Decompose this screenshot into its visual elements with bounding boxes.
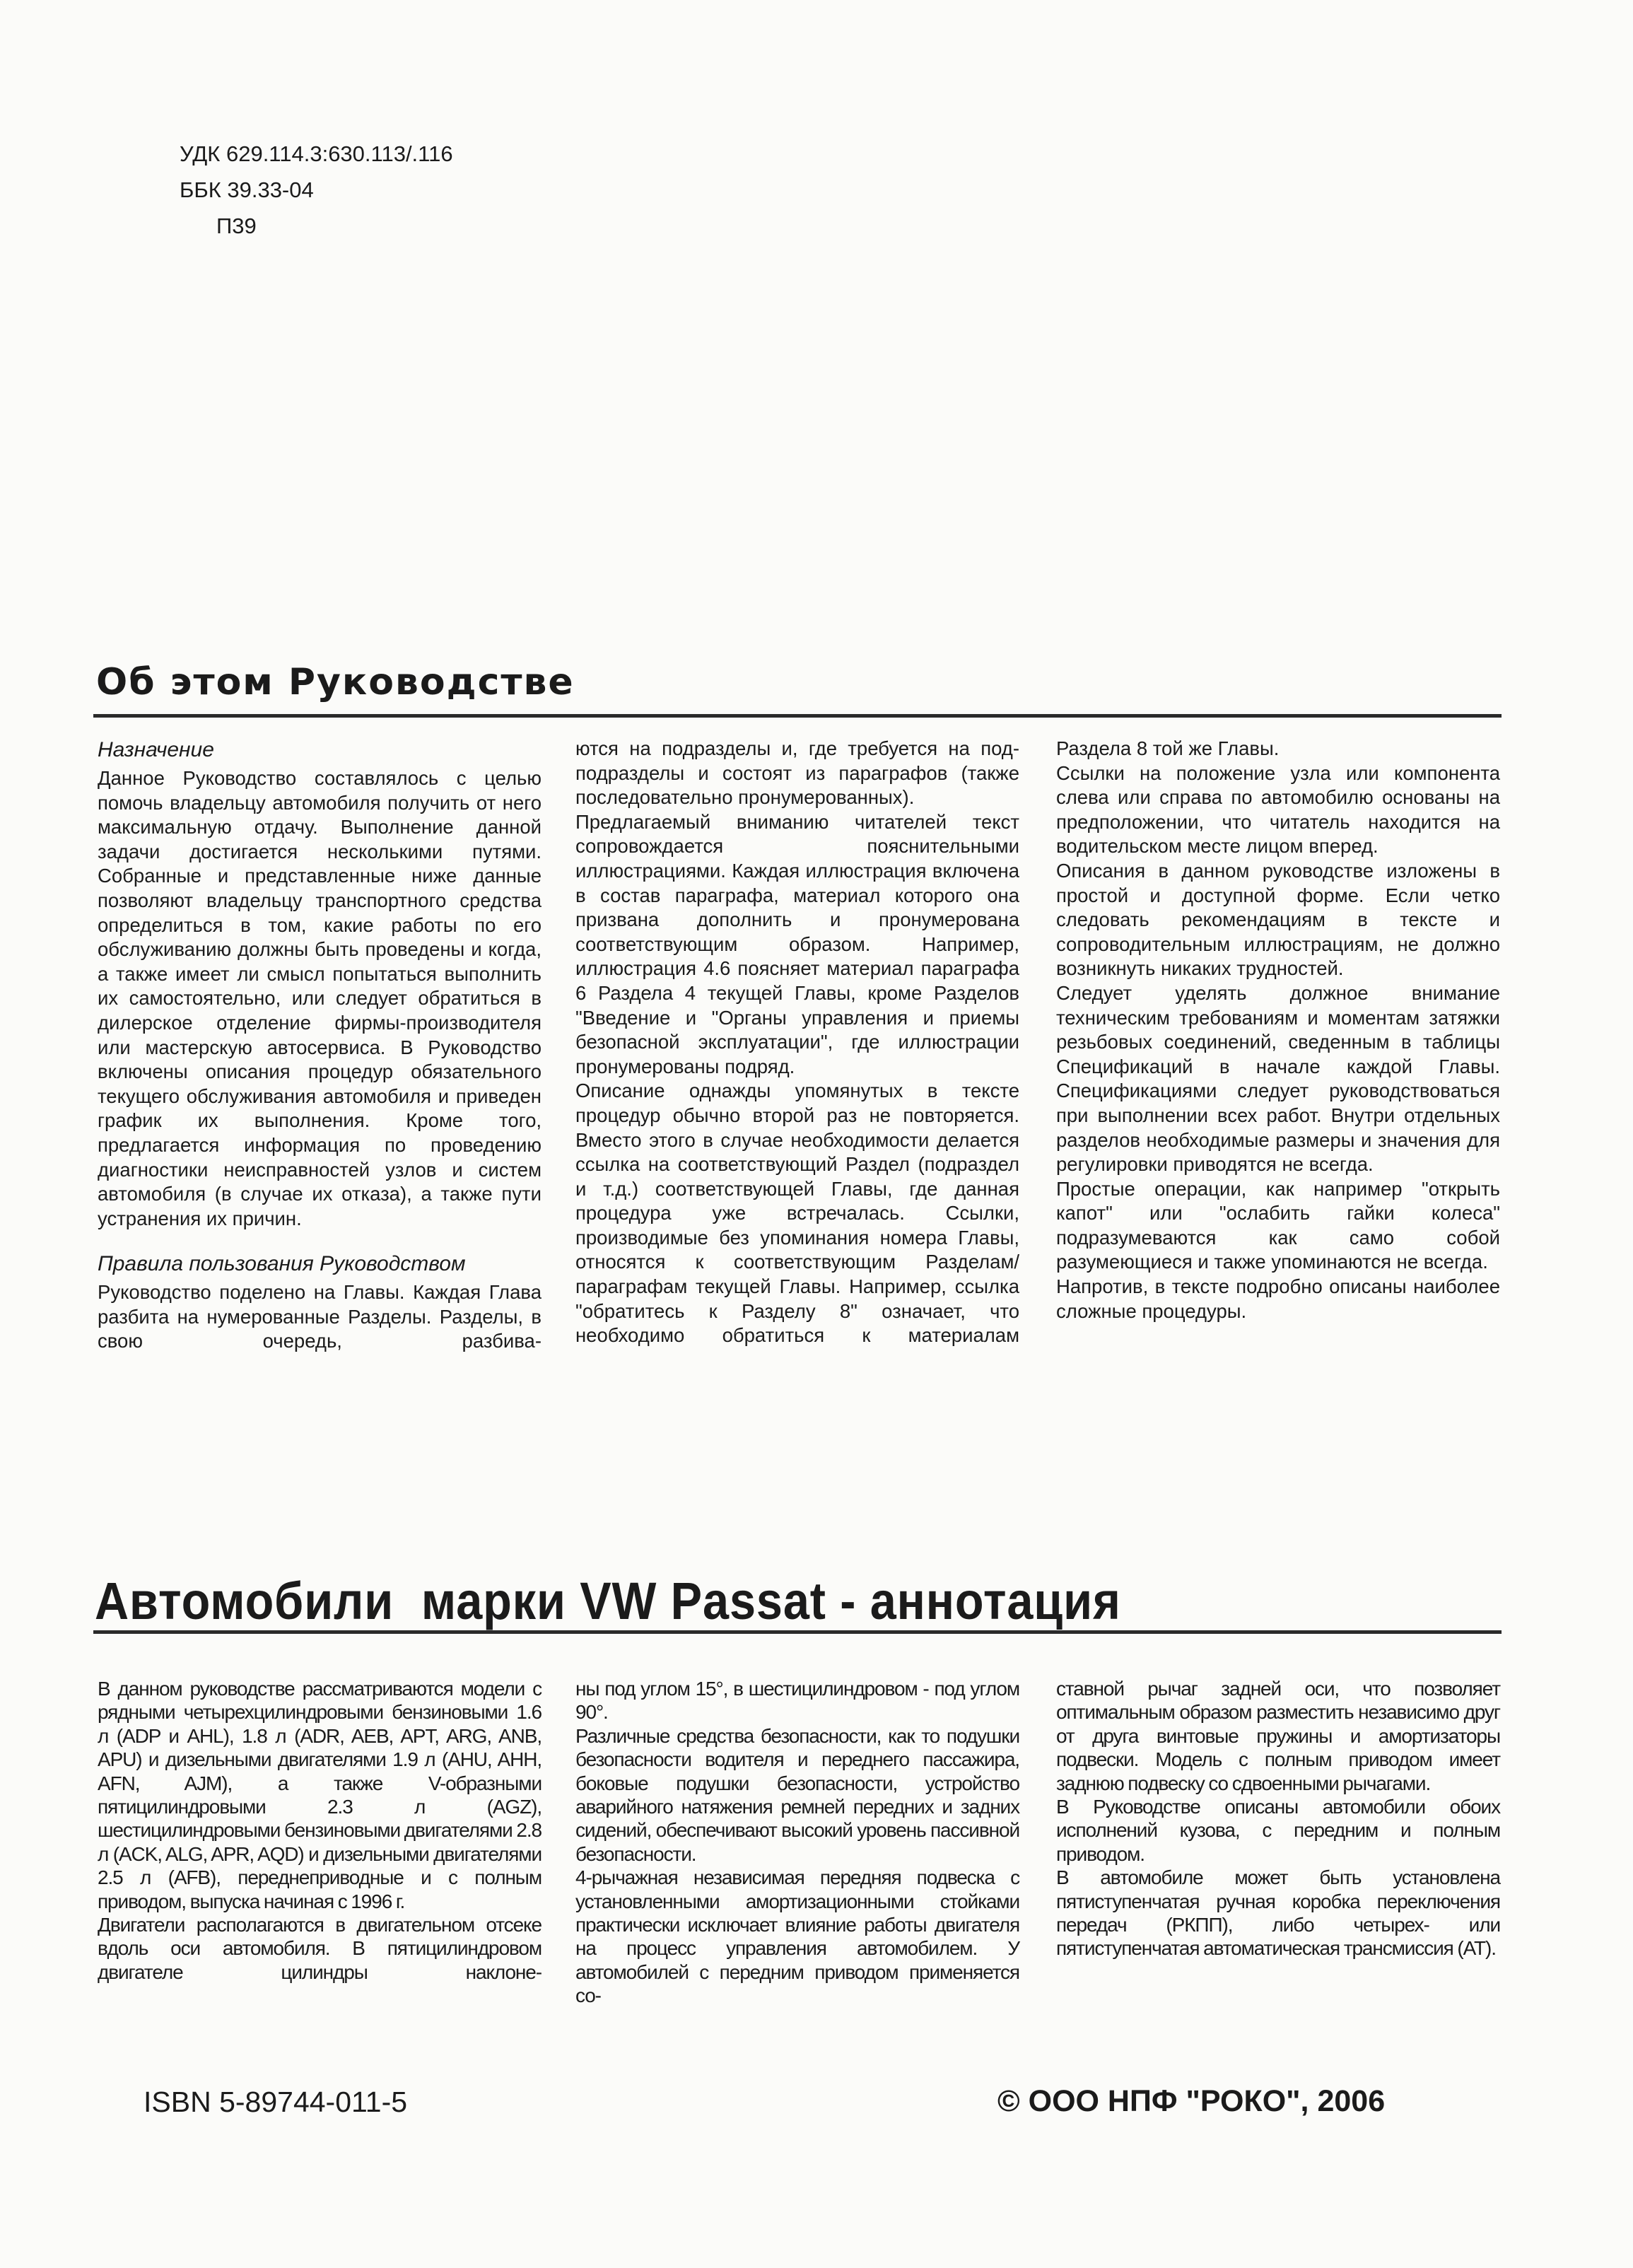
paragraph: Предлагаемый вниманию читателей текст сопровождается пояснительными иллюстрациями. Каждая иллюстрация включена в состав параграфа, материал которого она призвана дополнить и пронумерована соответствующим образом. Например, иллюстрация 4.6 поясняет материал параграфа 6 Раздела 4 текущей Главы, кроме Разделов "Введение и "Органы управления и приемы безопасной эксплуатации", где иллюстрации пронумерованы подряд. <box>575 810 1019 1077</box>
section-divider <box>93 1630 1502 1634</box>
section-divider <box>93 714 1502 718</box>
paragraph: Ссылки на положение узла или компонента слева или справа по автомобилю основаны на предположении, что читатель находится на водительском месте лицом вперед. <box>1056 761 1500 858</box>
subheading-purpose: Назначение <box>98 738 214 761</box>
paragraph: Руководство поделено на Главы. Каждая Глава разбита на нумерованные Разделы. Разделы, в свою очередь, разбива- <box>98 1281 542 1352</box>
classification-codes <box>180 136 453 244</box>
section-title-about: Об этом Руководстве <box>96 661 575 703</box>
paragraph: В автомобиле может быть установлена пятиступенчатая ручная коробка переключения передач (РКПП), либо четырех- или пятиступенчатая автоматическая трансмиссия (АТ). <box>1056 1866 1500 1960</box>
paragraph: Двигатели располагаются в двигательном отсеке вдоль оси автомобиля. В пятицилиндровом двигателе цилиндры наклоне- <box>98 1914 542 1983</box>
paragraph: ются на подразделы и, где требуется на под-подразделы и состоят из параграфов (также последовательно пронумерованных). <box>575 737 1019 809</box>
subheading-usage-rules: Правила пользования Руководством <box>98 1252 466 1276</box>
annotation-column-3 <box>1056 1677 1500 1960</box>
paragraph: ны под углом 15°, в шестицилиндровом - под углом 90°. <box>575 1678 1019 1724</box>
about-column-2 <box>575 737 1019 1348</box>
annotation-column-2 <box>575 1677 1019 2008</box>
paragraph: Описания в данном руководстве изложены в простой и доступной форме. Если четко следовать рекомендациям в тексте и сопроводительным иллюстрациям, не должно возникнуть никаких трудностей. <box>1056 859 1500 980</box>
about-column-3 <box>1056 737 1500 1323</box>
paragraph: В Руководстве описаны автомобили обоих исполнений кузова, с передним и полным приводом. <box>1056 1796 1500 1865</box>
annotation-column-1 <box>98 1677 542 1984</box>
paragraph: Следует уделять должное внимание техническим требованиям и моментам затяжки резьбовых соединений, сведенным в таблицы Спецификаций в начале каждой Главы. Спецификациями следует руководствоваться при выполнении всех работ. Внутри отдельных разделов необходимые размеры и значения для регулировки приводятся не всегда. <box>1056 981 1500 1176</box>
paragraph: Данное Руководство составлялось с целью помочь владельцу автомобиля получить от него максимальную отдачу. Выполнение данной задачи достигается несколькими путями. Собранные и представленные ниже данные позволяют владельцу транспортного средства определиться в том, какие работы по его обслуживанию должны быть проведены и когда, а также имеет ли смысл попытаться выполнить их самостоятельно, или следует обратиться в дилерское отделение фирмы-производителя или мастерскую автосервиса. В Руководство включены описания процедур обязательного текущего обслуживания автомобиля и приведен график их выполнения. Кроме того, предлагается информация по проведению диагностики неисправностей узлов и систем автомобиля (в случае их отказа), а также пути устранения их причин. <box>98 767 542 1229</box>
paragraph: Напротив, в тексте подробно описаны наиболее сложные процедуры. <box>1056 1275 1500 1322</box>
isbn: ISBN 5-89744-011-5 <box>144 2086 408 2118</box>
paragraph: 4-рычажная независимая передняя подвеска с установленными амортизационными стойками практически исключает влияние работы двигателя на процесс управления автомобилем. У автомобилей с передним приводом применяется со- <box>575 1866 1019 2007</box>
paragraph: Раздела 8 той же Главы. <box>1056 737 1280 759</box>
about-column-1 <box>98 737 542 1354</box>
paragraph: Различные средства безопасности, как то подушки безопасности водителя и переднего пассажира, боковые подушки безопасности, устройство аварийного натяжения ремней передних и задних сидений, обеспечивают высокий уровень пассивной безопасности. <box>575 1724 1019 1865</box>
paragraph: В данном руководстве рассматриваются модели с рядными четырехцилиндровыми бензиновыми 1.6 л (ADP и AHL), 1.8 л (ADR, AEB, APT, ARG, ANB, APU) и дизельными двигателями 1.9 л (AHU, AHH, AFN, AJM), а также V-образными пятицилиндровыми 2.3 л (AGZ), шестицилиндровыми бензиновыми двигателями 2.8 л (ACK, ALG, APR, AQD) и дизельными двигателями 2.5 л (AFB), переднеприводные и с полным приводом, выпуска начиная с 1996 г. <box>98 1678 542 1912</box>
paragraph: ставной рычаг задней оси, что позволяет оптимальным образом разместить независимо друг от друга винтовые пружины и амортизаторы подвески. Модель с полным приводом имеет заднюю подвеску со сдвоенными рычагами. <box>1056 1678 1500 1794</box>
bbk-code: ББК 39.33-04 <box>180 177 314 202</box>
copyright: © ООО НПФ "РОКО", 2006 <box>997 2084 1386 2118</box>
udk-code: УДК 629.114.3:630.113/.116 <box>180 141 453 166</box>
author-index: П39 <box>216 214 257 238</box>
paragraph: Простые операции, как например "открыть капот" или "ослабить гайки колеса" подразумеваются как само собой разумеющиеся и также упоминаются не всегда. <box>1056 1177 1500 1273</box>
paragraph: Описание однажды упомянутых в тексте процедур обычно второй раз не повторяется. Вместо этого в случае необходимости делается ссылка на соответствующий Раздел (подраздел и т.д.) соответствующей Главы, где данная процедура уже встречалась. Ссылки, производимые без упоминания номера Главы, относятся к соответствующим Разделам/параграфам текущей Главы. Например, ссылка "обратитесь к Разделу 8" означает, что необходимо обратиться к материалам <box>575 1080 1019 1347</box>
section-title-annotation: Автомобили марки VW Passat - аннотация <box>95 1572 1121 1630</box>
